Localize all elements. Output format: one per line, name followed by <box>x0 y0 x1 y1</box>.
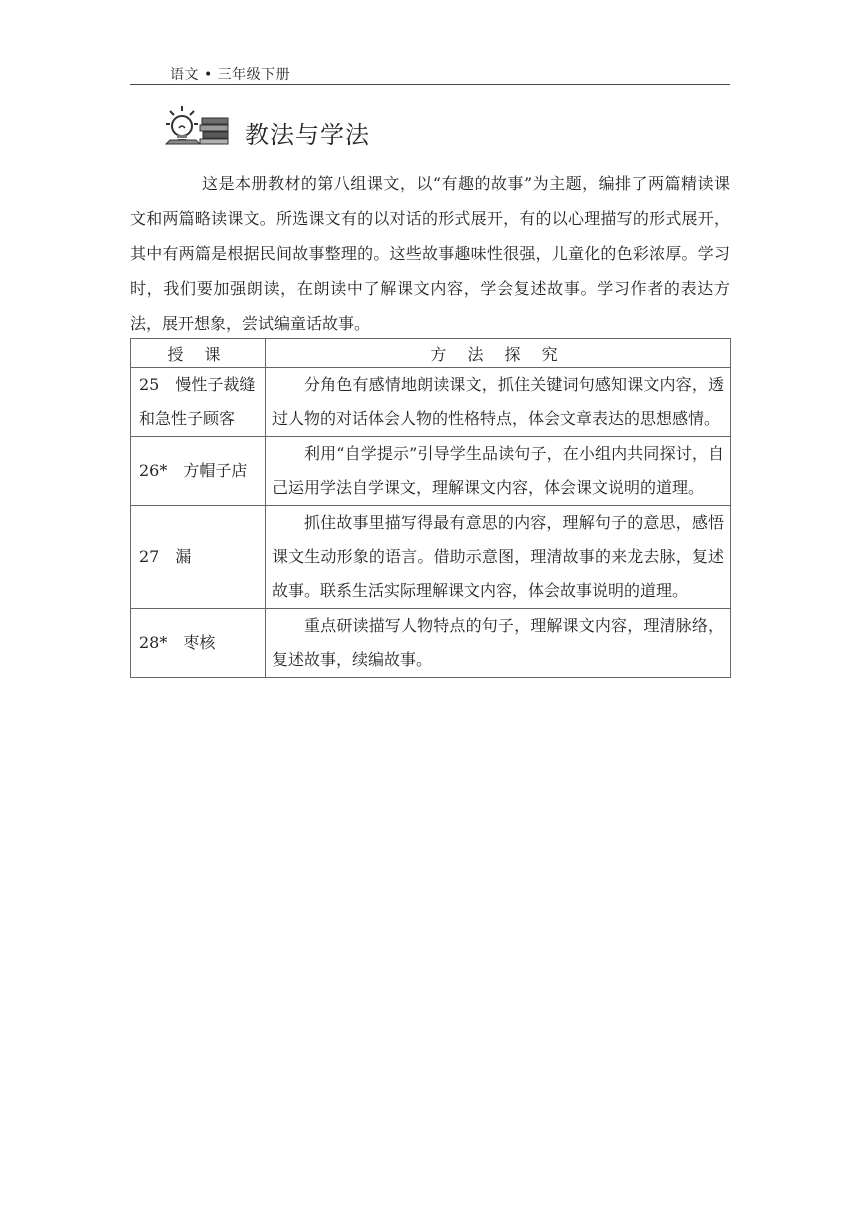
lesson-cell: 27 漏 <box>131 506 266 609</box>
method-cell: 抓住故事里描写得最有意思的内容，理解句子的意思，感悟课文生动形象的语言。借助示意图，理清故事的来龙去脉，复述故事。联系生活实际理解课文内容，体会故事说明的道理。 <box>266 506 731 609</box>
table-header-row <box>131 339 731 368</box>
lesson-cell: 28* 枣核 <box>131 609 266 678</box>
table-row <box>131 506 731 609</box>
table-row <box>131 437 731 506</box>
intro-paragraph: 这是本册教材的第八组课文，以“有趣的故事”为主题，编排了两篇精读课文和两篇略读课文。所选课文有的以对话的形式展开，有的以心理描写的形式展开，其中有两篇是根据民间故事整理的。这些故事趣味性很强，儿童化的色彩浓厚。学习时，我们要加强朗读，在朗读中了解课文内容，学会复述故事。学习作者的表达方法，展开想象，尝试编童话故事。 <box>130 174 730 333</box>
lightbulb-books-icon <box>160 104 232 148</box>
running-header: 语文 • 三年级下册 <box>170 67 291 83</box>
column-header-lesson: 授 课 <box>131 339 266 368</box>
teaching-methods-table <box>130 338 731 678</box>
header-rule <box>130 84 730 85</box>
method-cell: 利用“自学提示”引导学生品读句子，在小组内共同探讨，自己运用学法自学课文，理解课文内容，体会课文说明的道理。 <box>266 437 731 506</box>
lesson-cell: 26* 方帽子店 <box>131 437 266 506</box>
lesson-cell: 25 慢性子裁缝和急性子顾客 <box>131 368 266 437</box>
column-header-method: 方 法 探 究 <box>266 339 731 368</box>
section-title: 教法与学法 <box>245 121 370 149</box>
table-row <box>131 368 731 437</box>
method-cell: 分角色有感情地朗读课文，抓住关键词句感知课文内容，透过人物的对话体会人物的性格特点，体会文章表达的思想感情。 <box>266 368 731 437</box>
table-row <box>131 609 731 678</box>
method-cell: 重点研读描写人物特点的句子，理解课文内容，理清脉络，复述故事，续编故事。 <box>266 609 731 678</box>
